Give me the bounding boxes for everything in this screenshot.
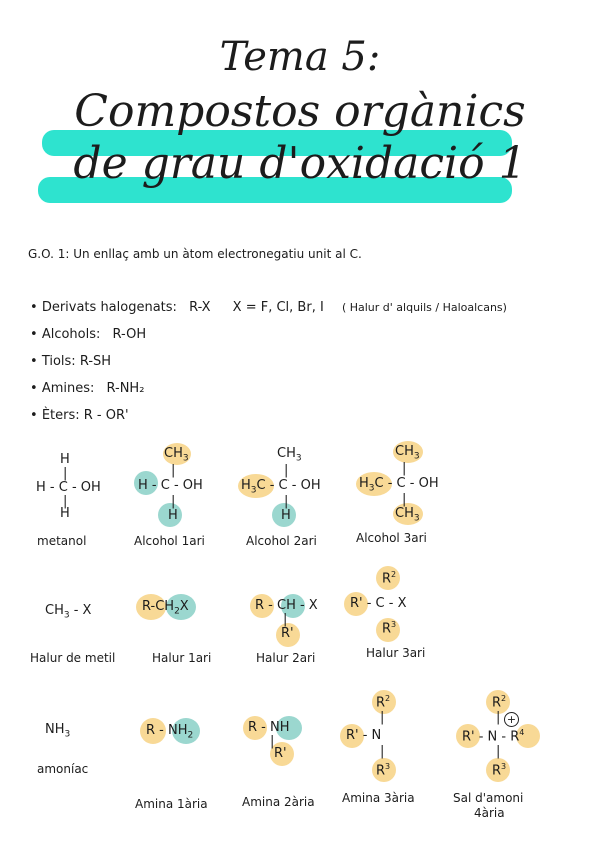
label-alcohol-3: Alcohol 3ari <box>356 531 427 545</box>
list-label: Derivats halogenats: <box>41 300 177 315</box>
primary-alcohol-structure: $CH_3$ | H - C - OH | H <box>138 446 203 523</box>
list-formula: R - OR' <box>83 408 129 423</box>
list-note: ( Halur d' alquils / Haloalcans) <box>341 301 507 314</box>
list-formula: R-OH <box>112 327 147 342</box>
tertiary-halide-structure: $R^2$ R' - C - X $R^3$ <box>350 570 407 637</box>
label-halide-2: Halur 2ari <box>256 651 316 665</box>
positive-charge-icon: + <box>504 712 519 727</box>
label-ammonium-salt: Sal d'amoni <box>453 791 524 805</box>
intro-text: G.O. 1: Un enllaç amb un àtom electronegatiu unit al C. <box>28 247 362 261</box>
label-methanol: metanol <box>37 534 87 548</box>
list-label: Alcohols: <box>41 327 101 342</box>
label-alcohol-2: Alcohol 2ari <box>246 534 317 548</box>
label-amine-2: Amina 2ària <box>242 795 315 809</box>
tertiary-alcohol-structure: $CH_3$ | $H_3C$ - C - OH | $CH_3$ <box>359 444 439 524</box>
tertiary-amine-structure: $R^2$ | R' - N | $R^3$ <box>346 694 391 779</box>
methyl-halide-structure: $CH_3$ - X <box>45 603 92 621</box>
title-line-3: de grau d'oxidació 1 <box>73 138 527 189</box>
label-ammonium-order: 4ària <box>474 806 505 820</box>
title-line-1: Tema 5: <box>219 34 381 80</box>
label-alcohol-1: Alcohol 1ari <box>134 534 205 548</box>
list-formula: R-SH <box>79 354 112 369</box>
list-formula: R-X <box>189 300 211 315</box>
label-amine-1: Amina 1ària <box>135 797 208 811</box>
label-halide-3: Halur 3ari <box>366 646 426 660</box>
list-item: • Alcohols: R-OH <box>30 327 147 342</box>
list-item: • Tiols: R-SH <box>30 354 112 369</box>
primary-halide-structure: $R-CH_2X$ <box>142 599 189 617</box>
list-label: Èters: <box>41 408 80 423</box>
list-label: Amines: <box>41 381 95 396</box>
primary-amine-structure: R - $NH_2$ <box>146 723 194 741</box>
methanol-structure: H | H - C - OH | H <box>36 452 101 521</box>
label-amine-3: Amina 3ària <box>342 791 415 805</box>
secondary-alcohol-structure: $CH_3$ | $H_3C$ - C - OH | H <box>241 446 321 523</box>
list-item: • Derivats halogenats: R-X X = F, Cl, Br, I ( Halur d' alquils / Haloalcans) <box>30 300 507 315</box>
secondary-halide-structure: R - CH - X | R' <box>255 598 318 641</box>
label-halide-1: Halur 1ari <box>152 651 212 665</box>
list-extra: X = F, Cl, Br, I <box>232 300 324 315</box>
quaternary-ammonium-structure: $R^2$ | R' - N - $R^4$ | $R^3$ + <box>462 694 525 779</box>
list-label: Tiols: <box>41 354 76 369</box>
label-methyl-halide: Halur de metil <box>30 651 116 665</box>
ammonia-structure: $NH_3$ <box>45 722 71 740</box>
title-line-2: Compostos orgànics <box>74 86 526 137</box>
secondary-amine-structure: R - NH | R' <box>248 720 290 761</box>
label-ammonia: amoníac <box>37 762 89 776</box>
list-item: • Èters: R - OR' <box>30 408 129 423</box>
list-formula: R-NH₂ <box>106 381 145 396</box>
list-item: • Amines: R-NH₂ <box>30 381 145 396</box>
